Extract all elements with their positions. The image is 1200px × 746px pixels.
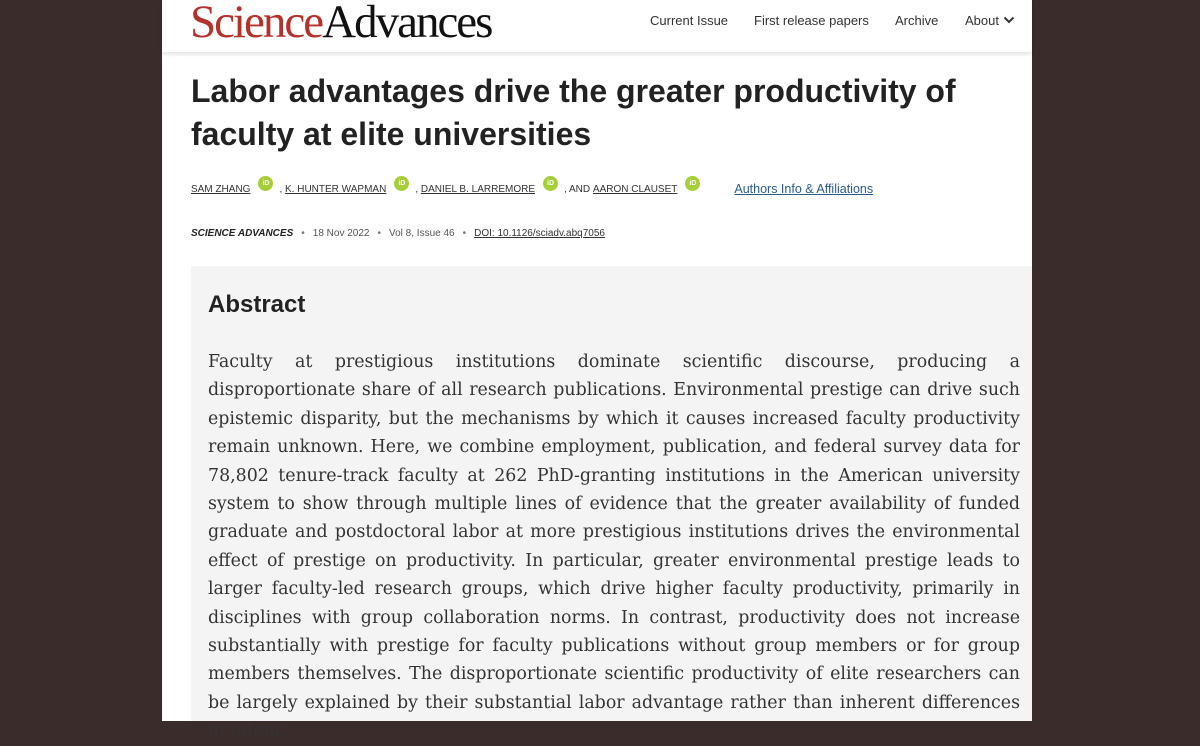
author-separator: , AND	[564, 184, 591, 195]
orcid-icon[interactable]: iD	[258, 176, 273, 191]
orcid-icon[interactable]: iD	[543, 176, 558, 191]
abstract-section	[191, 266, 1032, 742]
site-header	[162, 0, 1032, 52]
journal-name: SCIENCE ADVANCES	[191, 228, 294, 239]
science-advances-logo[interactable]	[190, 0, 491, 48]
article-meta	[191, 228, 605, 239]
authors-info-affiliations-link[interactable]: Authors Info & Affiliations	[734, 182, 874, 196]
author-separator: ,	[279, 184, 283, 195]
author-separator: ,	[415, 184, 419, 195]
orcid-icon[interactable]: iD	[394, 176, 409, 191]
volume-issue: Vol 8, Issue 46	[389, 228, 455, 239]
chevron-down-icon	[1003, 14, 1015, 26]
nav-current-issue[interactable]: Current Issue	[650, 13, 729, 28]
nav-archive[interactable]: Archive	[895, 13, 939, 28]
nav-about-dropdown[interactable]	[965, 0, 1015, 42]
author-list	[191, 176, 1021, 200]
logo-advances-text: Advances	[322, 0, 492, 48]
meta-separator: •	[462, 228, 467, 239]
nav-first-release-papers[interactable]: First release papers	[754, 13, 869, 28]
author-link-aaron-clauset[interactable]: AARON CLAUSET	[592, 184, 678, 195]
article-title: Labor advantages drive the greater productivity of faculty at elite universities	[191, 73, 956, 152]
abstract-text: Faculty at prestigious institutions dominate scientific discourse, producing a disproportionate share of all research publications. Environmental prestige can drive such epistemic disparity, but the mechanisms by which it causes increased faculty productivity remain unknown. Here, we combine employment, publication, and federal survey data for 78,802 tenure-track faculty at 262 PhD-granting institutions in the American university system to show through multiple lines of evidence that the greater availability of funded graduate and postdoctoral labor at more prestigious institutions drives the environmental effect of prestige on productivity. In particular, greater environmental prestige leads to larger faculty-led research groups, which drive higher faculty productivity, primarily in disciplines with group collaboration norms. In contrast, productivity does not increase substantially with prestige for faculty publications without group members or for group members themselves. The disproportionate scientific productivity of elite researchers can be largely explained by their substantial labor advantage rather than inherent differences in talent.	[208, 352, 1020, 742]
logo-science-text: Science	[190, 0, 323, 48]
author-link-daniel-b-larremore[interactable]: DANIEL B. LARREMORE	[420, 184, 535, 195]
author-link-sam-zhang[interactable]: SAM ZHANG	[191, 184, 251, 195]
doi-link[interactable]: DOI: 10.1126/sciadv.abq7056	[474, 228, 605, 239]
meta-separator: •	[377, 228, 381, 239]
meta-separator: •	[301, 228, 305, 239]
publication-date: 18 Nov 2022	[312, 228, 370, 239]
author-link-k-hunter-wapman[interactable]: K. HUNTER WAPMAN	[285, 184, 387, 195]
abstract-heading: Abstract	[208, 291, 306, 318]
orcid-icon[interactable]: iD	[685, 176, 700, 191]
nav-about-label: About	[965, 13, 999, 28]
article-page	[162, 0, 1032, 742]
